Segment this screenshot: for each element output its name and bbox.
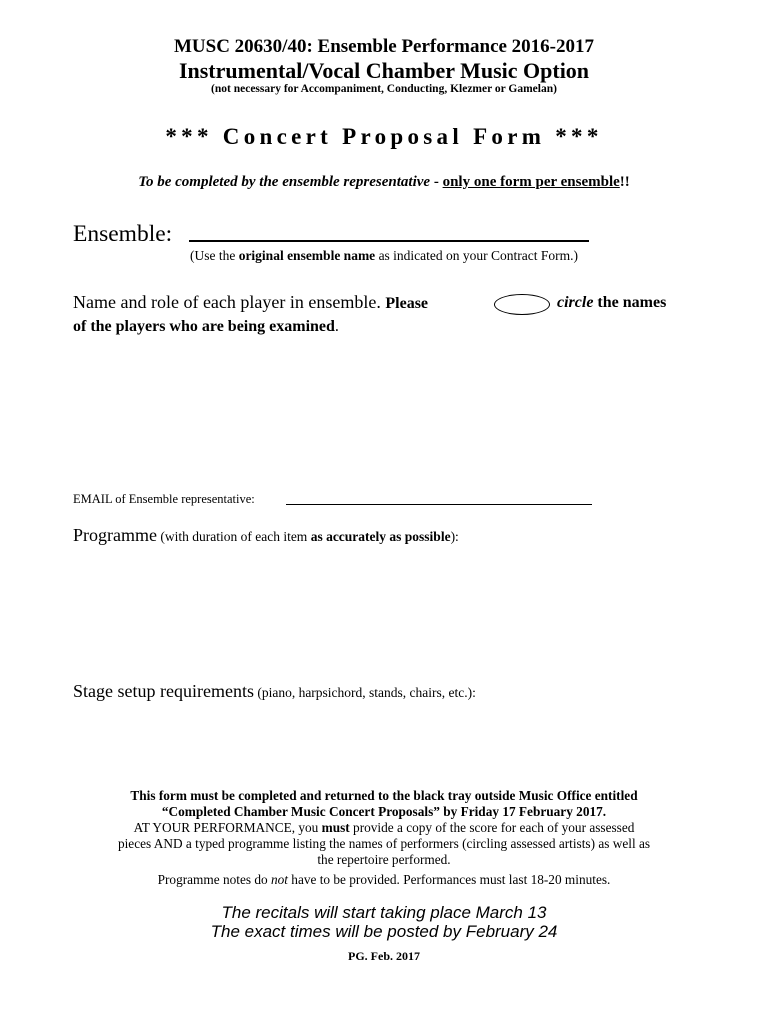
footer-line3-bold: must [321, 820, 350, 835]
programme-note-after: ): [450, 529, 459, 544]
instruction-dash: - [430, 174, 443, 190]
programme-note-bold: as accurately as possible [310, 529, 451, 544]
course-title: MUSC 20630/40: Ensemble Performance 2016-2017 [173, 36, 595, 57]
instruction-line [0, 174, 768, 191]
players-line1-text: Name and role of each player in ensemble. [73, 292, 386, 312]
option-title: Instrumental/Vocal Chamber Music Option [178, 58, 590, 83]
footer-line6-before: Programme notes do [157, 872, 271, 887]
footer-line-2: “Completed Chamber Music Concert Proposals” by Friday 17 February 2017. [161, 804, 607, 819]
stage-label: Stage setup requirements [73, 681, 254, 701]
email-field[interactable] [286, 504, 592, 505]
ensemble-note-bold: original ensemble name [238, 248, 376, 263]
ensemble-label: Ensemble: [73, 221, 173, 247]
programme-section [73, 525, 459, 546]
instruction-exclaim: !! [619, 174, 630, 190]
instruction-italic: To be completed by the ensemble representative [138, 174, 431, 190]
footer-line-6 [0, 872, 768, 888]
ensemble-note-before: (Use the [189, 248, 239, 263]
footer-line3-after: provide a copy of the score for each of your assessed [349, 820, 635, 835]
footer-line-4: pieces AND a typed programme listing the names of performers (circling assessed artists) as well as [117, 836, 651, 851]
players-circle-word: circle [557, 294, 594, 311]
players-instruction-line2 [73, 318, 339, 336]
ensemble-note-after: as indicated on your Contract Form.) [375, 248, 579, 263]
programme-label: Programme [73, 525, 157, 545]
footer-line-1: This form must be completed and returned to the black tray outside Music Office entitled [130, 788, 638, 803]
footer-line6-after: have to be provided. Performances must last 18-20 minutes. [287, 872, 611, 887]
footer-line6-italic: not [270, 872, 288, 887]
stage-note: (piano, harpsichord, stands, chairs, etc.): [253, 685, 476, 700]
signoff: PG. Feb. 2017 [348, 949, 420, 963]
option-note: (not necessary for Accompaniment, Conducting, Klezmer or Gamelan) [211, 83, 557, 95]
circle-oval-icon [494, 294, 550, 315]
players-line2-period: . [334, 318, 339, 335]
players-circle-instruction [557, 294, 666, 312]
footer-line3-before: AT YOUR PERFORMANCE, you [133, 820, 322, 835]
footer-line-5: the repertoire performed. [317, 852, 451, 867]
email-label: EMAIL of Ensemble representative: [73, 492, 255, 506]
recitals-times-note: The exact times will be posted by February 24 [210, 922, 558, 941]
instruction-underlined: only one form per ensemble [442, 174, 620, 190]
players-instruction-line1 [73, 292, 428, 313]
ensemble-note [0, 248, 768, 264]
stage-section [73, 681, 476, 702]
players-the-names: the names [593, 294, 667, 311]
footer-line-3 [0, 820, 768, 836]
programme-note [157, 529, 459, 544]
form-title: *** Concert Proposal Form *** [165, 124, 603, 149]
players-line2-text: of the players who are being examined [73, 318, 335, 335]
recitals-start-note: The recitals will start taking place March 13 [221, 903, 547, 922]
ensemble-name-field[interactable] [189, 240, 589, 242]
programme-note-before: (with duration of each item [156, 529, 311, 544]
players-please: Please [385, 295, 429, 312]
